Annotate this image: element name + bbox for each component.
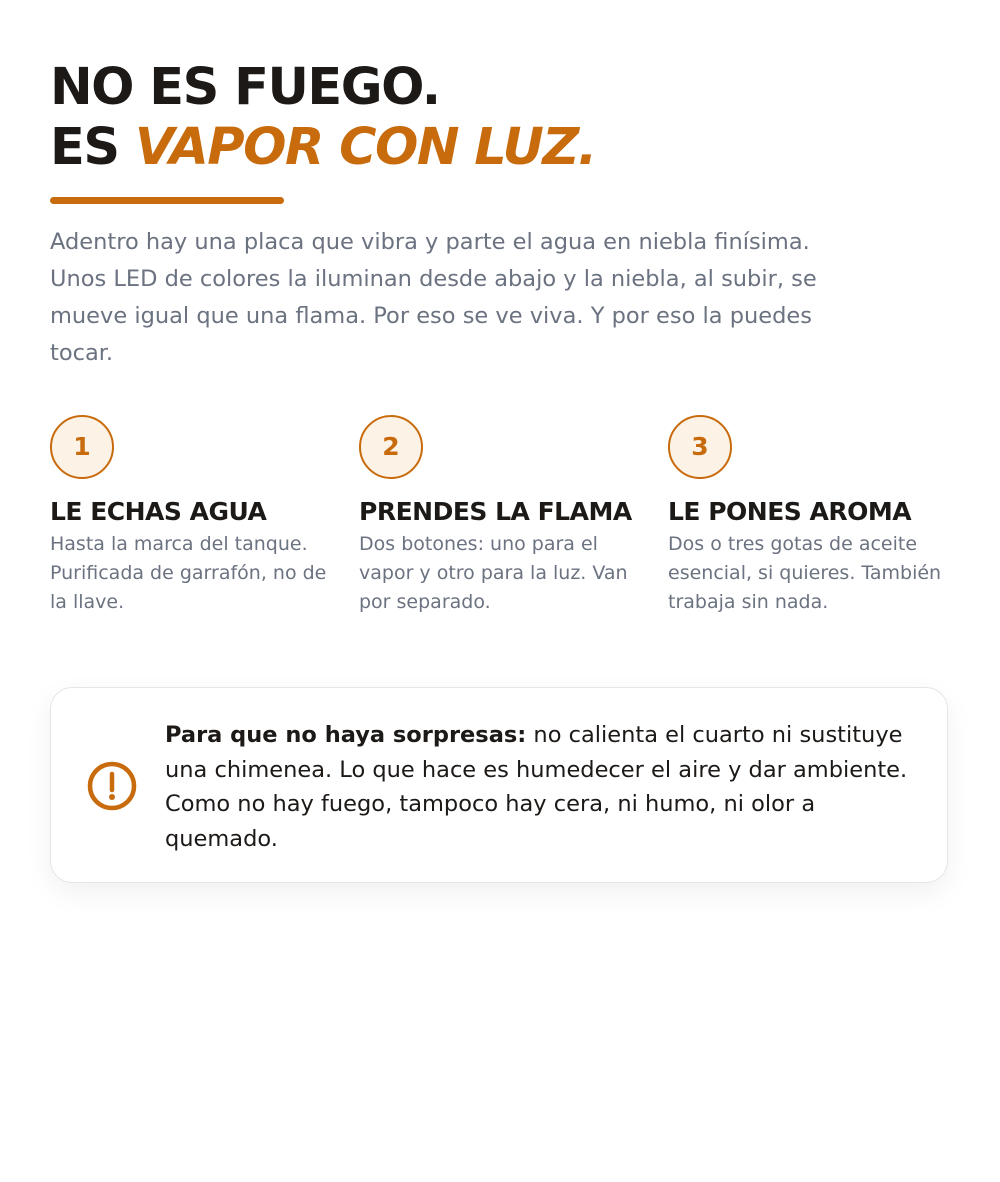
headline-line-2-prefix: ES [50, 118, 135, 177]
step-number-badge: 3 [668, 415, 732, 479]
step-title: LE PONES AROMA [668, 497, 912, 526]
disclaimer-lead: Para que no haya sorpresas: [165, 722, 527, 748]
disclaimer-body: no calienta el cuarto ni sustituye una chimenea. Lo que hace es humedecer el aire y dar ambiente. Como no hay fuego, tampoco hay cera, ni humo, ni olor a quemado. [165, 722, 908, 852]
step-description: Dos botones: uno para el vapor y otro para la luz. Van por separado. [359, 533, 628, 613]
step-description: Hasta la marca del tanque. Purificada de garrafón, no de la llave. [50, 533, 327, 613]
intro-paragraph: Adentro hay una placa que vibra y parte el agua en niebla finísima. Unos LED de colores la iluminan desde abajo y la niebla, al subir, se mueve igual que una flama. Por eso se ve viva. Y por eso la puedes tocar. [50, 229, 817, 366]
step-description: Dos o tres gotas de aceite esencial, si quieres. También trabaja sin nada. [668, 533, 942, 613]
headline-line-1: NO ES FUEGO. [50, 58, 440, 117]
alert-circle-icon [87, 761, 137, 811]
headline-line-2 [50, 118, 596, 178]
disclaimer-card [50, 687, 948, 883]
disclaimer-text [165, 718, 925, 856]
headline-underline [50, 197, 284, 204]
step-title: PRENDES LA FLAMA [359, 497, 632, 526]
step-title: LE ECHAS AGUA [50, 497, 267, 526]
headline-accent: VAPOR CON LUZ. [134, 118, 596, 177]
step-number-badge: 1 [50, 415, 114, 479]
step-3 [668, 415, 948, 617]
section-headline [50, 58, 596, 178]
step-1 [50, 415, 330, 617]
step-2 [359, 415, 639, 617]
step-number-badge: 2 [359, 415, 423, 479]
